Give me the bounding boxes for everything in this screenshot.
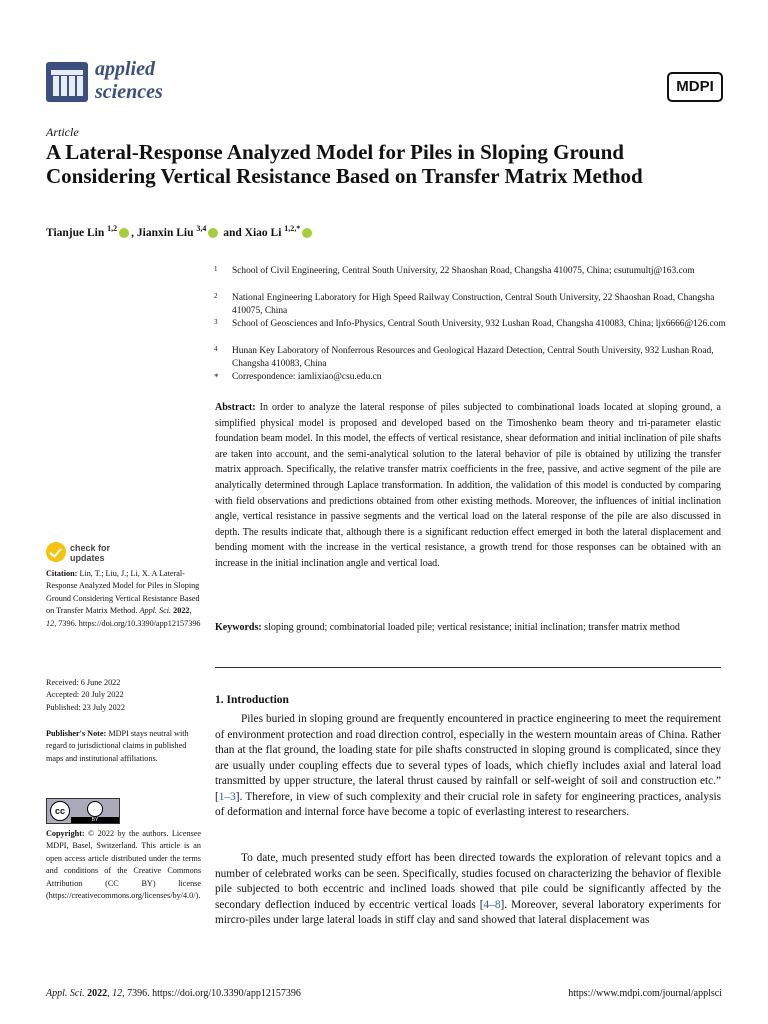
footer-journal-url[interactable]: https://www.mdpi.com/journal/applsci xyxy=(568,988,722,999)
section-divider xyxy=(215,667,721,668)
publisher-logo: MDPI xyxy=(667,72,723,102)
article-title: A Lateral-Response Analyzed Model for Piles in Sloping Ground Considering Vertical Resistance Based on Transfer Matrix Method xyxy=(46,140,643,188)
citation: Citation: Lin, T.; Liu, J.; Li, X. A Lateral-Response Analyzed Model for Piles in Sloping Ground Considering Vertical Resistance Based on Transfer Matrix Method. Appl. Sci. 2022, 12, 7396. https://doi.org/10.3390/app12157396 xyxy=(46,569,201,628)
author-name[interactable]: Tianjue Lin xyxy=(46,226,105,239)
author-name[interactable]: Xiao Li xyxy=(244,226,282,239)
orcid-icon[interactable] xyxy=(208,228,218,238)
body-paragraph: Piles buried in sloping ground are frequently encountered in practice engineering to meet the requirement of environment protection and road direction control, especially in the western mountain areas of China. Rather than at the flat ground, the loading state for pile shafts constructed in sloping ground is complicated, since they are usually under coupling effects due to several types of loads, which chiefly includes axial and lateral load transmitted by upper structure, the lateral thrust caused by rainfall or self-weight of soil and construction etc.” [1–3]. Therefore, in view of such complexity and their crucial role in safety for engineering practices, analysis of deformation and internal force have become a topic of everlasting interest to researchers. xyxy=(215,713,721,818)
journal-name: applied sciences xyxy=(95,58,163,103)
affiliation: 2 National Engineering Laboratory for High Speed Railway Construction, Central South University, 22 Shaoshan Road, Changsha 410075, China xyxy=(214,292,715,316)
reference-link[interactable]: 1–3 xyxy=(218,790,236,803)
orcid-icon[interactable] xyxy=(302,228,312,238)
copyright: Copyright: © 2022 by the authors. Licensee MDPI, Basel, Switzerland. This article is an open access article distributed under the terms and conditions of the Creative Commons Attribution (CC BY) license (https://creativecommons.org/licenses/by/4.0/). xyxy=(46,829,201,901)
body-paragraph: To date, much presented study effort has been directed towards the exploration of relevant topics and a number of celebrated works can be seen. Specifically, studies focused on characterizing the behavior of flexible pile subjected to both eccentric and inclined loads showed that pile could be significantly affected by the secondary deflection induced by eccentric vertical loads [4–8]. Moreover, several laboratory experiments for mircro-piles under large lateral loads in stiff clay and sand showed that lateral displacement was xyxy=(215,852,721,926)
section-heading: 1. Introduction xyxy=(215,694,289,706)
publisher-note: Publisher's Note: MDPI stays neutral with regard to jurisdictional claims in published maps and institutional affiliations. xyxy=(46,729,189,763)
reference-link[interactable]: 4–8 xyxy=(483,898,501,911)
author-list: Tianjue Lin $^{1,2}$ , Jianxin Liu $^{3,4}$ and Xiao Li $^{1,2,*}$ xyxy=(46,224,314,239)
cc-by-license-icon[interactable]: cc BY xyxy=(46,798,120,824)
publication-dates: Received: 6 June 2022 Accepted: 20 July 2022 Published: 23 July 2022 xyxy=(46,678,125,712)
affiliation-correspondence: * Correspondence: iamlixiao@csu.edu.cn xyxy=(214,372,382,382)
affiliation: 1 School of Civil Engineering, Central South University, 22 Shaoshan Road, Changsha 410075, China; csutumultj@163.com xyxy=(214,265,695,276)
article-type: Article xyxy=(46,125,79,139)
keywords: Keywords: sloping ground; combinatorial loaded pile; vertical resistance; initial inclination; transfer matrix method xyxy=(215,622,680,633)
affiliation: 4 Hunan Key Laboratory of Nonferrous Resources and Geological Hazard Detection, Central South University, 932 Lushan Road, Changsha 410083, China xyxy=(214,345,714,369)
affiliation: 3 School of Geosciences and Info-Physics, Central South University, 932 Lushan Road, Changsha 410083, China; ljx6666@126.com xyxy=(214,318,726,329)
author-name[interactable]: Jianxin Liu xyxy=(136,226,194,239)
journal-logo-icon xyxy=(46,62,88,102)
orcid-icon[interactable] xyxy=(119,228,129,238)
check-for-updates-label[interactable]: check for updates xyxy=(70,543,111,563)
check-for-updates-icon[interactable] xyxy=(46,542,66,562)
footer-citation: Appl. Sci. 2022, 12, 7396. https://doi.org/10.3390/app12157396 xyxy=(46,988,301,999)
abstract: Abstract: In order to analyze the lateral response of piles subjected to combinational loads located at sloping ground, a simplified physical model is proposed and developed based on the Timoshenko beam theory and tri-parameter elastic foundation beam model. In this model, the effects of vertical resistance, shear deformation and initial inclination of pile shafts are taken into account, and the semi-analytical solution to the lateral behavior of pile is obtained by utilizing the transfer matrix approach. Specifically, the relative transfer matrix coefficients in the free, passive, and active segment of the pile are analytically determined through Laplace transformation. In addition, the validation of this model is conducted by comparing with field observations and predictions obtained from other existing methods. Moreover, the influences of initial inclination angle, vertical resistance in passive segments and the vertical load on the lateral response of the pile are also discussed in depth. The results indicate that, although there is a significant reduction effect emerged in both the lateral displacement and bending moment with the increase in the vertical resistance, a growth trend for those responses can be obtained with an increase in the initial inclination angle and vertical load. xyxy=(215,402,721,569)
